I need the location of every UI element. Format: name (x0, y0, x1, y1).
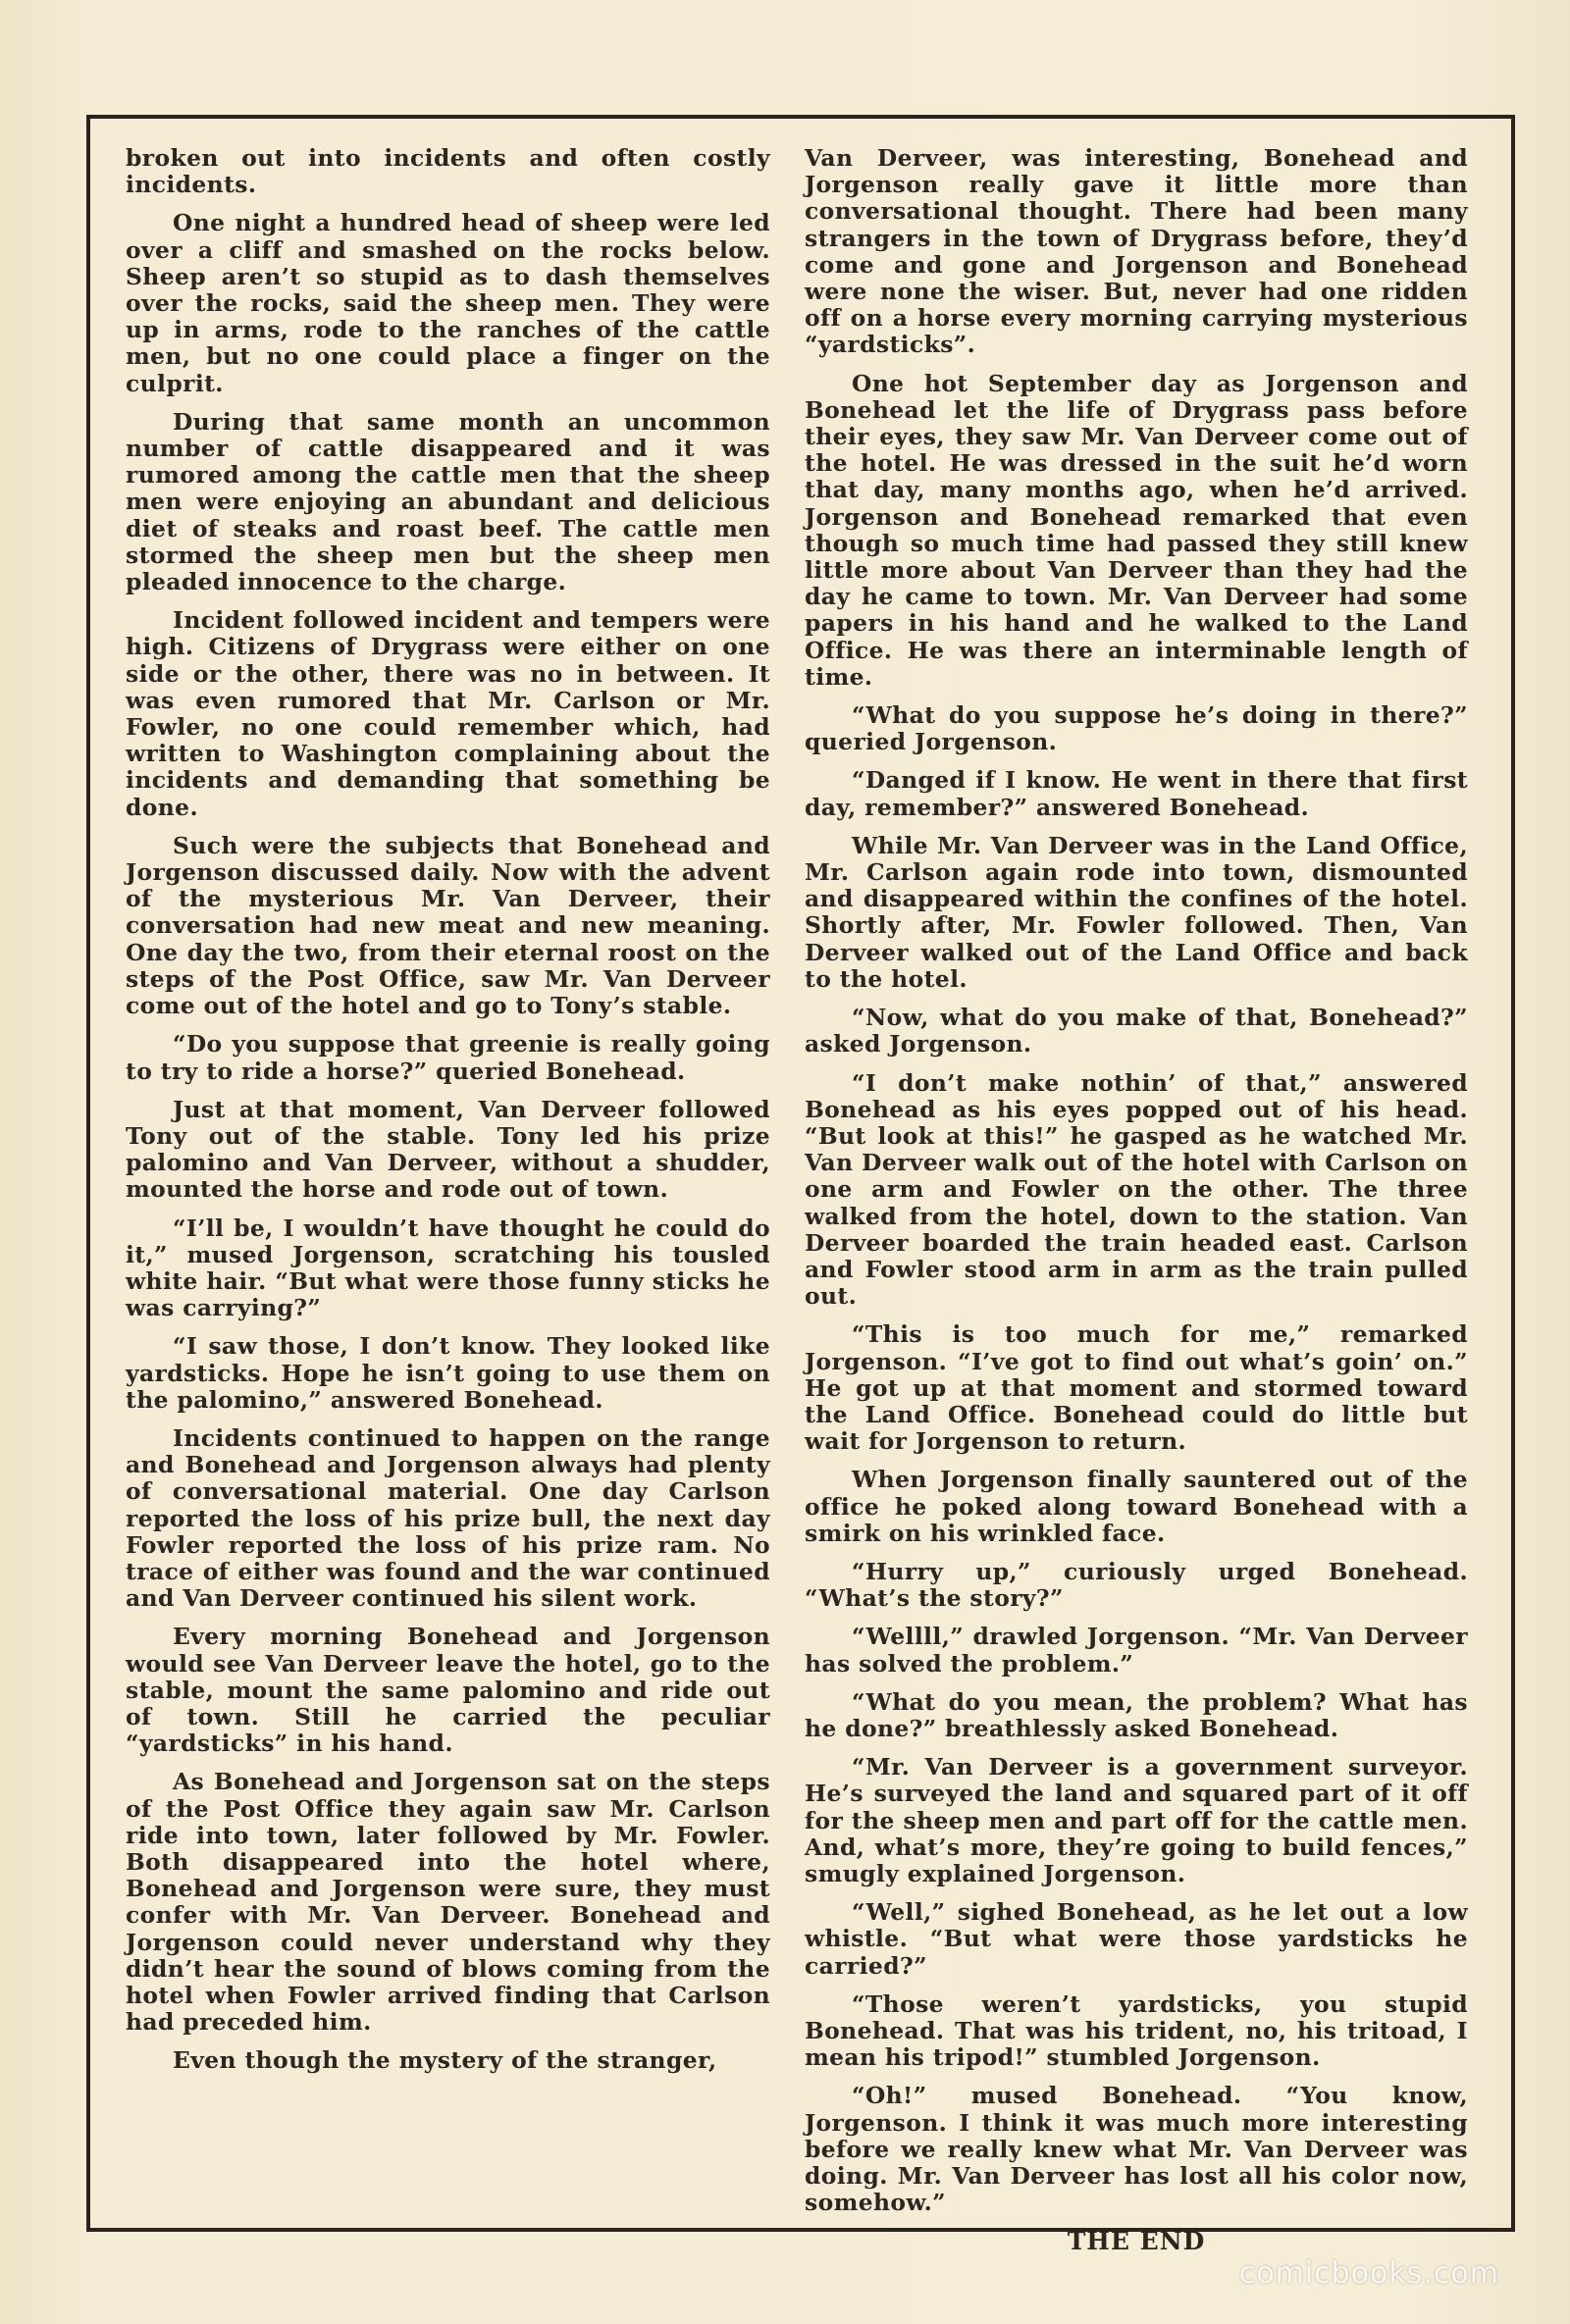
paragraph: While Mr. Van Derveer was in the Land Office, Mr. Carlson again rode into town, dismounted and disappeared within the confines of the hotel. Shortly after, Mr. Fowler followed. Then, Van Derveer walked out of the Land Office and back to the hotel. (805, 831, 1468, 993)
paragraph: “I don’t make nothin’ of that,” answered Bonehead as his eyes popped out of his head. “But look at this!” he gasped as he watched Mr. Van Derveer walk out of the hotel with Carlson on one arm and Fowler on the other. The three walked from the hotel, down to the station. Van Derveer boarded the train headed east. Carlson and Fowler stood arm in arm as the train pulled out. (805, 1068, 1468, 1311)
left-text-column (126, 145, 770, 2087)
paragraph: “Do you suppose that greenie is really going to try to ride a horse?” queried Bonehead. (126, 1030, 770, 1085)
paragraph: As Bonehead and Jorgenson sat on the steps of the Post Office they again saw Mr. Carlson ride into town, later followed by Mr. Fowler. Both disappeared into the hotel where, Bonehead and Jorgenson were sure, they must confer with Mr. Van Derveer. Bonehead and Jorgenson could never understand why they didn’t hear the sound of blows coming from the hotel when Fowler arrived finding that Carlson had preceded him. (126, 1768, 770, 2037)
paragraph: One hot September day as Jorgenson and Bonehead let the life of Drygrass pass before their eyes, they saw Mr. Van Derveer come out of the hotel. He was dressed in the suit he’d worn that day, many months ago, when he’d arrived. Jorgenson and Bonehead remarked that even though so much time had passed they still knew little more about Van Derveer than they had the day he came to town. Mr. Van Derveer had some papers in his hand and he walked to the Land Office. He was there an interminable length of time. (805, 369, 1468, 691)
paragraph: “What do you suppose he’s doing in there?” queried Jorgenson. (805, 701, 1468, 756)
paragraph: “Mr. Van Derveer is a government surveyor. He’s surveyed the land and squared part of it off for the sheep men and part off for the cattle men. And, what’s more, they’re going to build fences,” smugly explained Jorgenson. (805, 1753, 1468, 1887)
paragraph: Every morning Bonehead and Jorgenson would see Van Derveer leave the hotel, go to the stable, mount the same palomino and ride out of town. Still he carried the peculiar “yardsticks” in his hand. (126, 1623, 770, 1758)
paragraph: “Now, what do you make of that, Bonehead?” asked Jorgenson. (805, 1004, 1468, 1059)
paragraph: “This is too much for me,” remarked Jorgenson. “I’ve got to find out what’s goin’ on.” He got up at that moment and stormed toward the Land Office. Bonehead could do little but wait for Jorgenson to return. (805, 1320, 1468, 1456)
paragraph: During that same month an uncommon number of cattle disappeared and it was rumored among the cattle men that the sheep men were enjoying an abundant and delicious diet of steaks and roast beef. The cattle men stormed the sheep men but the sheep men pleaded innocence to the charge. (126, 407, 770, 596)
paragraph: “I saw those, I don’t know. They looked like yardsticks. Hope he isn’t going to use them on the palomino,” answered Bonehead. (126, 1332, 770, 1414)
paragraph: “Danged if I know. He went in there that first day, remember?” answered Bonehead. (805, 766, 1468, 821)
paragraph: Such were the subjects that Bonehead and Jorgenson discussed daily. Now with the advent of the mysterious Mr. Van Derveer, their conversation had new meat and new meaning. One day the two, from their eternal roost on the steps of the Post Office, saw Mr. Van Derveer come out of the hotel and go to Tony’s stable. (126, 831, 770, 1020)
paragraph: When Jorgenson finally sauntered out of the office he poked along toward Bonehead with a smirk on his wrinkled face. (805, 1466, 1468, 1547)
paragraph: Van Derveer, was interesting, Bonehead and Jorgenson really gave it little more than conversational thought. There had been many strangers in the town of Drygrass before, they’d come and gone and Jorgenson and Bonehead were none the wiser. But, never had one ridden off on a horse every morning carrying mysterious “yardsticks”. (805, 144, 1468, 359)
paragraph: Incidents continued to happen on the range and Bonehead and Jorgenson always had plenty of conversational material. One day Carlson reported the loss of his prize bull, the next day Fowler reported the loss of his prize ram. No trace of either was found and the war continued and Van Derveer continued his silent work. (126, 1423, 770, 1613)
watermark: comicbooks.com (1238, 2256, 1499, 2291)
paragraph: “Hurry up,” curiously urged Bonehead. “What’s the story?” (805, 1557, 1468, 1613)
paragraph: “What do you mean, the problem? What has he done?” breathlessly asked Bonehead. (805, 1687, 1468, 1742)
paragraph: Even though the mystery of the stranger, (173, 2046, 717, 2075)
the-end-label: THE END (1067, 2227, 1206, 2256)
paragraph: “Oh!” mused Bonehead. “You know, Jorgenson. I think it was much more interesting before we really knew what Mr. Van Derveer was doing. Mr. Van Derveer has lost all his color now, somehow.” (805, 2082, 1468, 2217)
paragraph: Incident followed incident and tempers were high. Citizens of Drygrass were either on one side or the other, there was no in between. It was even rumored that Mr. Carlson or Mr. Fowler, no one could remember which, had written to Washington complaining about the incidents and demanding that something be done. (126, 606, 770, 821)
paragraph: Just at that moment, Van Derveer followed Tony out of the stable. Tony led his prize palomino and Van Derveer, without a shudder, mounted the horse and rode out of town. (126, 1095, 770, 1204)
paragraph: “I’ll be, I wouldn’t have thought he could do it,” mused Jorgenson, scratching his tousled white hair. “But what were those funny sticks he was carrying?” (126, 1214, 770, 1322)
paragraph: “Wellll,” drawled Jorgenson. “Mr. Van Derveer has solved the problem.” (805, 1623, 1468, 1678)
right-text-column (805, 145, 1468, 2267)
paragraph: “Well,” sighed Bonehead, as he let out a low whistle. “But what were those yardsticks he carried?” (805, 1898, 1468, 1980)
paragraph: “Those weren’t yardsticks, you stupid Bonehead. That was his trident, no, his tritoad, I mean his tripod!” stumbled Jorgenson. (805, 1989, 1468, 2072)
paragraph: One night a hundred head of sheep were led over a cliff and smashed on the rocks below. Sheep aren’t so stupid as to dash themselves over the rocks, said the sheep men. They were up in arms, rode to the ranches of the cattle men, but no one could place a finger on the culprit. (126, 209, 770, 397)
paragraph: broken out into incidents and often costly incidents. (126, 144, 770, 199)
